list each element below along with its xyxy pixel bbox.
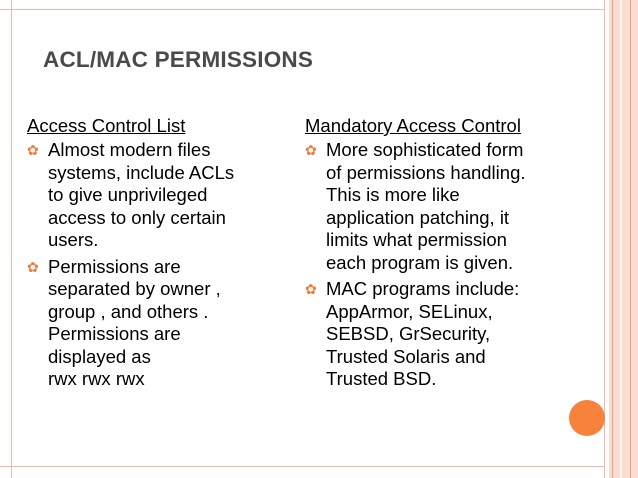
- frame-left-line: [11, 0, 12, 478]
- left-column: [27, 115, 297, 391]
- orange-flower-bullet-icon: ✿: [27, 142, 39, 158]
- bullet-text-line: Almost modern files: [48, 139, 211, 160]
- bullet-text-line: group , and others .: [48, 300, 209, 322]
- bullet-text-line: systems, include ACLs: [48, 161, 235, 183]
- bullet-text-line: to give unprivileged: [48, 184, 208, 205]
- right-column: [305, 115, 575, 391]
- orange-flower-bullet-icon: ✿: [305, 281, 317, 297]
- bullet-text-line: SEBSD, GrSecurity,: [326, 323, 491, 344]
- decorative-stripe: [620, 0, 622, 478]
- bullet-item: [305, 278, 575, 391]
- bullet-text-line: users.: [48, 229, 99, 250]
- bullet-text-line: Trusted BSD.: [326, 368, 437, 389]
- bullet-text-line: of permissions handling.: [326, 161, 526, 183]
- decorative-stripe: [630, 0, 631, 478]
- right-column-heading: Mandatory Access Control: [305, 115, 521, 136]
- bullet-text-line: AppArmor, SELinux,: [326, 300, 493, 322]
- frame-top-line: [0, 9, 605, 10]
- bullet-text-line: each program is given.: [326, 251, 514, 273]
- bullet-text-line: Permissions are: [48, 323, 181, 344]
- bullet-item: [27, 256, 297, 391]
- frame-bottom-line: [0, 466, 605, 467]
- bullet-text-line: separated by owner ,: [48, 278, 221, 299]
- bullet-text-line: access to only certain: [48, 206, 226, 228]
- bullet-text-line: application patching, it: [326, 206, 510, 228]
- bullet-text-line: This is more like: [326, 184, 460, 205]
- bullet-text-line: Permissions are: [48, 255, 181, 277]
- bullet-text-line: displayed as: [48, 345, 151, 367]
- decorative-stripe: [612, 0, 613, 478]
- orange-flower-bullet-icon: ✿: [305, 142, 317, 158]
- frame-right-line: [604, 0, 605, 478]
- left-column-heading: Access Control List: [27, 115, 186, 136]
- bullet-text-line: Trusted Solaris and: [326, 345, 486, 367]
- bullet-text-line: MAC programs include:: [326, 278, 520, 299]
- bullet-text-line: More sophisticated form: [326, 139, 524, 160]
- orange-flower-bullet-icon: ✿: [27, 258, 39, 275]
- slide-title: ACL/MAC PERMISSIONS: [43, 47, 314, 72]
- bullet-item: [305, 139, 575, 274]
- bullet-text-line: rwx rwx rwx: [48, 368, 145, 389]
- bullet-text-line: limits what permission: [326, 229, 507, 250]
- decorative-stripe-panel: [609, 0, 638, 478]
- bullet-item: [27, 139, 297, 252]
- decorative-orange-circle: [569, 400, 605, 436]
